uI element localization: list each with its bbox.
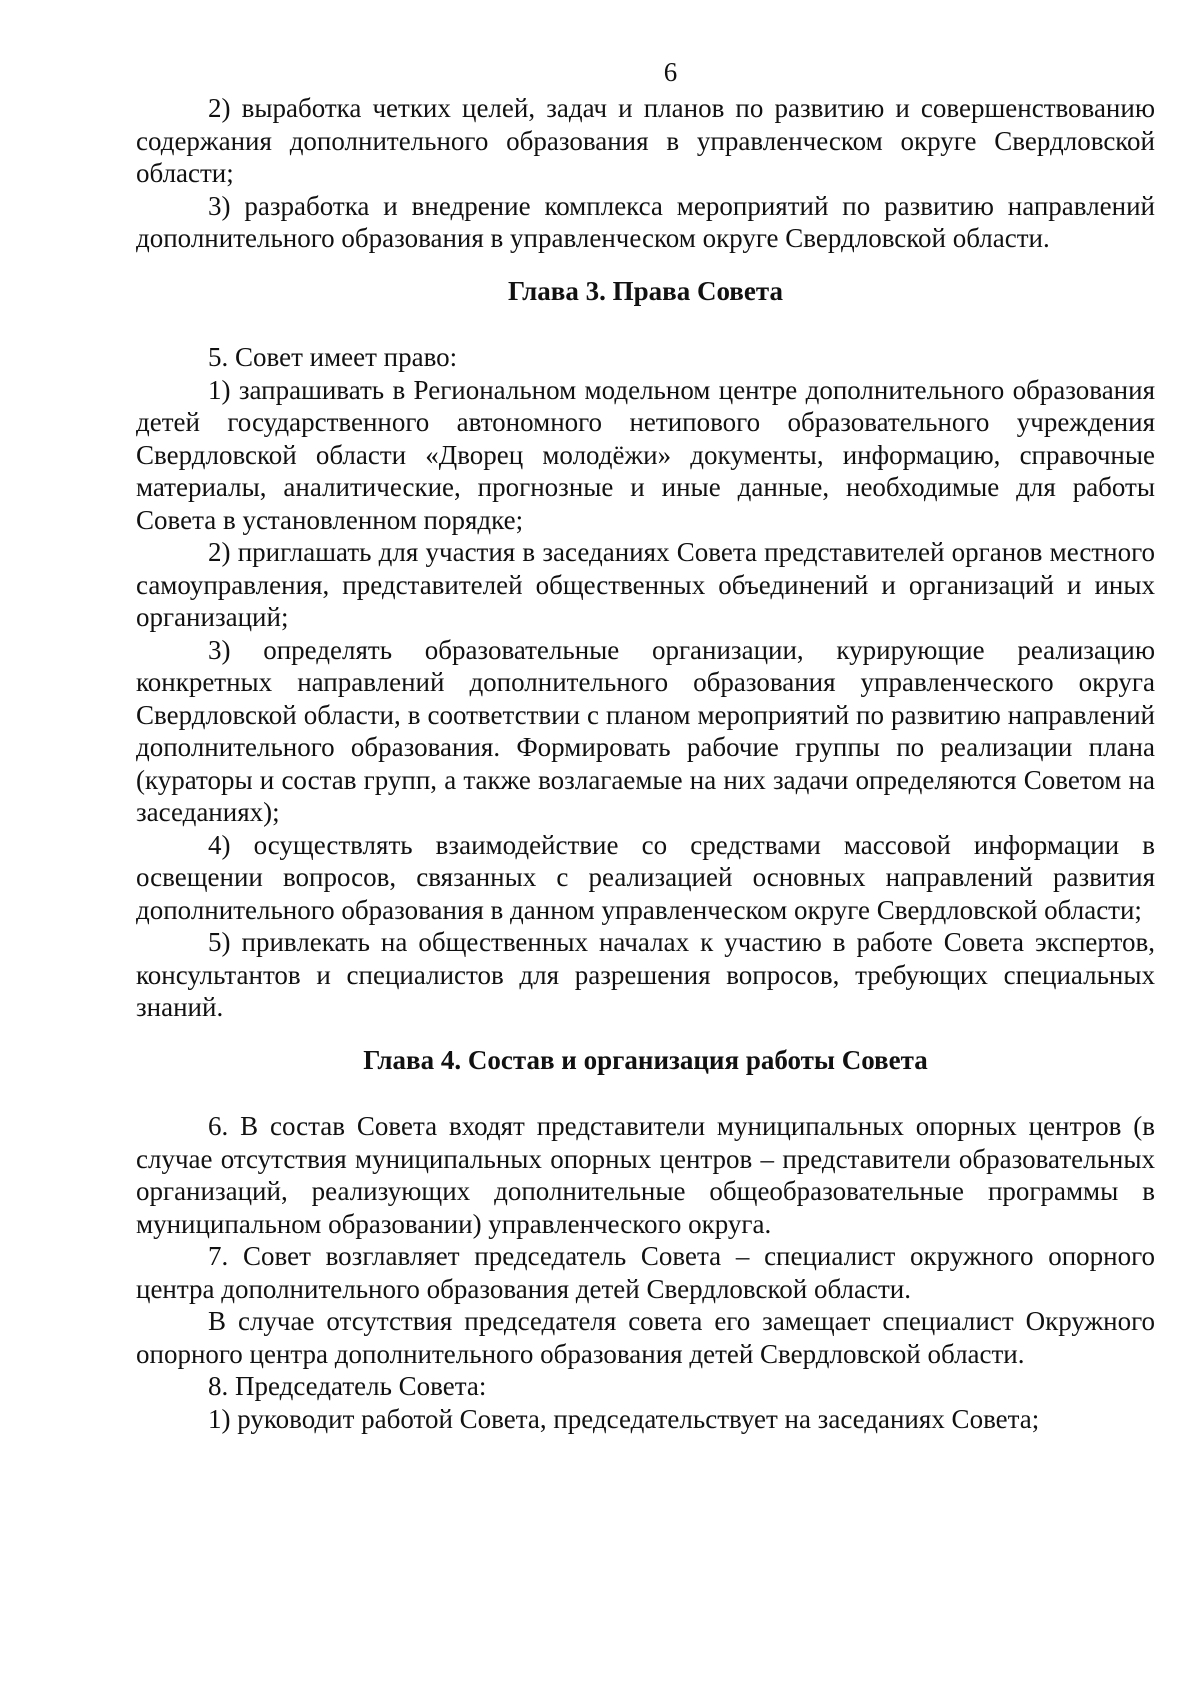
paragraph-item-8-1: 1) руководит работой Совета, председательствует на заседаниях Совета; (208, 1403, 1040, 1434)
paragraph-item-5: 5. Совет имеет право: (208, 342, 458, 372)
paragraph-item-5-3: 3) определять образовательные организации, курирующие реализацию конкретных направлений дополнительного образования управленческого округа Свердловской области, в соответствии с планом мероприятий по развитию направлений дополнительного образования. Формировать рабочие группы по реализации плана (кураторы и состав групп, а также возлагаемые на них задачи определяются Советом на заседаниях); (136, 634, 1155, 827)
chapter-4-heading: Глава 4. Состав и организация работы Совета (363, 1044, 928, 1075)
paragraph-goal-3: 3) разработка и внедрение комплекса мероприятий по развитию направлений дополнительного образования в управленческом округе Свердловской области. (136, 190, 1155, 253)
paragraph-item-5-5: 5) привлекать на общественных началах к участию в работе Совета экспертов, консультантов и специалистов для разрешения вопросов, требующих специальных знаний. (136, 927, 1155, 1022)
chapter-3-heading: Глава 3. Права Совета (508, 275, 783, 306)
paragraph-substitute-chair: В случае отсутствия председателя совета его замещает специалист Окружного опорного центра дополнительного образования детей Свердловской области. (136, 1306, 1155, 1369)
paragraph-item-7: 7. Совет возглавляет председатель Совета – специалист окружного опорного центра дополнительного образования детей Свердловской области. (136, 1241, 1155, 1304)
paragraph-goal-2: 2) выработка четких целей, задач и планов по развитию и совершенствованию содержания дополнительного образования в управленческом округе Свердловской области; (136, 93, 1155, 188)
paragraph-item-8: 8. Председатель Совета: (208, 1371, 487, 1401)
paragraph-item-5-4: 4) осуществлять взаимодействие со средствами массовой информации в освещении вопросов, связанных с реализацией основных направлений развития дополнительного образования в данном управленческом округе Свердловской области; (136, 829, 1155, 925)
paragraph-item-5-2: 2) приглашать для участия в заседаниях Совета представителей органов местного самоуправления, представителей общественных объединений и организаций и иных организаций; (136, 537, 1155, 632)
page-number: 6 (663, 57, 678, 87)
paragraph-item-5-1: 1) запрашивать в Региональном модельном центре дополнительного образования детей государственного автономного нетипового образовательного учреждения Свердловской области «Дворец молодёжи» документы, информацию, справочные материалы, аналитические, прогнозные и иные данные, необходимые для работы Совета в установленном порядке; (136, 374, 1155, 535)
paragraph-item-6: 6. В состав Совета входят представители муниципальных опорных центров (в случае отсутствия муниципальных опорных центров – представители образовательных организаций, реализующих дополнительные общеобразовательные программы в муниципальном образовании) управленческого округа. (136, 1111, 1155, 1239)
